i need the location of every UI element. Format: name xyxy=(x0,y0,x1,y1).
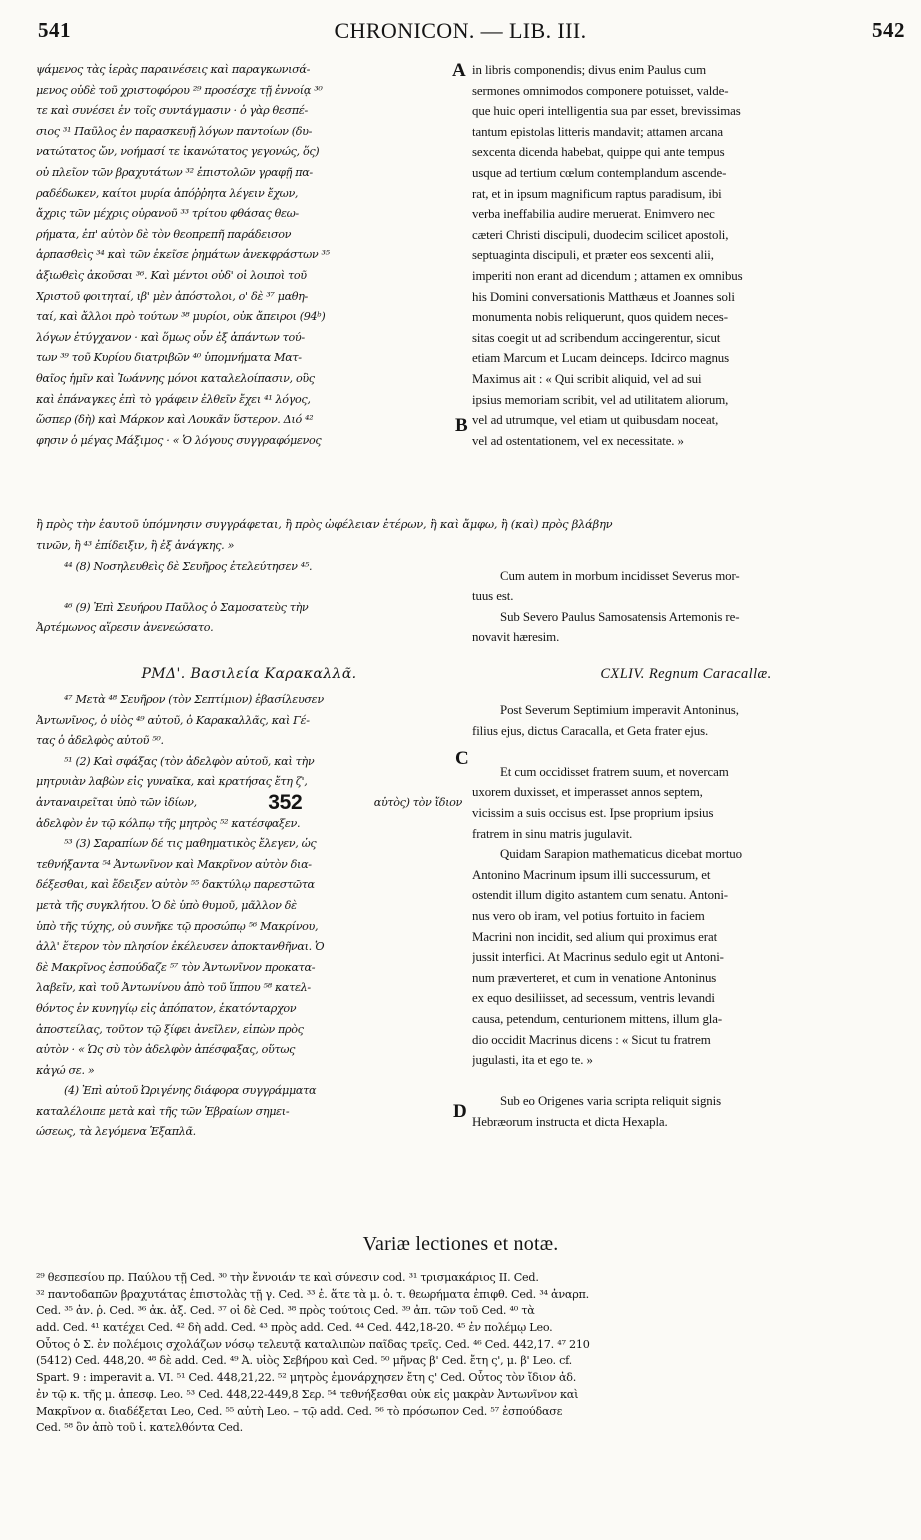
greek-line: μενος οὐδὲ τοῦ χριστοφόρου ²⁹ προσέσχε τῇ ἐννοίᾳ ³⁰ xyxy=(36,83,323,97)
latin-line: ostendit illum digito astantem cum senatu. Antoni- xyxy=(472,888,729,903)
greek-spanning-line: ἢ πρὸς τὴν ἑαυτοῦ ὑπόμνησιν συγγράφεται, ἢ πρὸς ὠφέλειαν ἑτέρων, ἢ καὶ ἄμφω, ἢ (καὶ) πρὸς βλάβην xyxy=(36,517,613,531)
greek-line: λόγων ἐτύγχανον · καὶ ὅμως οὖν ἐξ ἁπάντων τού- xyxy=(36,330,305,344)
latin-line: Cum autem in morbum incidisset Severus mor- xyxy=(500,568,740,583)
greek-line: σιος ³¹ Παῦλος ἐν παρασκευῇ λόγων παντοίων (δυ- xyxy=(36,124,313,138)
note-line: ³² παντοδαπῶν βραχυτάτας ἐπιστολὰς τῇ γ. Ced. ³³ ἐ. ἅτε τὰ μ. ὁ. τ. θεωρήματα ἐπιφθ. Ced. ³⁴ ἀναρπ. xyxy=(36,1287,589,1301)
greek-line: ὑπὸ τῆς τύχης, οὐ συνῆκε τῷ προσώπῳ ⁵⁶ Μακρίνου, xyxy=(36,919,319,933)
latin-line: sermones omnimodos componere potuisset, valde- xyxy=(472,83,729,98)
latin-line: num præverteret, et cum in venatione Antoninus xyxy=(472,970,717,985)
greek-line: ὥσπερ (δὴ) καὶ Μάρκον καὶ Λουκᾶν ὕστερον. Διό ⁴² xyxy=(36,413,314,427)
greek-line: ἀποστείλας, τοῦτον τῷ ξίφει ἀνεῖλεν, εἰπὼν πρὸς xyxy=(36,1022,304,1036)
greek-line: ⁴⁷ Μετὰ ⁴⁸ Σευῆρον (τὸν Σεπτίμιον) ἐβασίλευσεν xyxy=(64,693,324,706)
note-line: Spart. 9 : imperavit a. VI. ⁵¹ Ced. 448,21,22. ⁵² μητρὸς ἐμονάρχησεν ἔτη ς' Ced. Οὗτος τὸν ἴδιον ἀδ. xyxy=(36,1371,577,1385)
latin-line: Maximus ait : « Qui scribit aliquid, vel ad sui xyxy=(472,371,702,386)
margin-letter-c: C xyxy=(455,748,469,769)
latin-line: jussit interfici. At Macrinus sedulo egit ut Antoni- xyxy=(472,950,724,965)
latin-line: rat, et in ipsum magnificum raptus paradisum, ibi xyxy=(472,186,722,201)
greek-column-part-1 xyxy=(36,60,462,451)
greek-line: αὐτὸν · « Ὡς σὺ τὸν ἀδελφὸν ἀπέσφαξας, οὕτως xyxy=(36,1043,296,1057)
greek-line: ⁴⁶ (9) Ἐπὶ Σευήρου Παῦλος ὁ Σαμοσατεὺς τὴν xyxy=(64,600,309,614)
greek-line: μετὰ τῆς συγκλήτου. Ὁ δὲ ὑπὸ θυμοῦ, μᾶλλον δὲ xyxy=(36,898,297,912)
latin-line xyxy=(472,1071,900,1092)
latin-line: vel ad ostentationem, vel ex necessitate. » xyxy=(472,433,684,448)
page-number-left: 541 xyxy=(38,18,71,42)
note-line: Ced. ³⁵ ἀν. ῥ. Ced. ³⁶ ἀκ. ἀξ. Ced. ³⁷ οἱ δὲ Ced. ³⁸ πρὸς τούτοις Ced. ³⁹ ἀπ. τῶν τοῦ Ced. ⁴⁰ τὰ xyxy=(36,1304,535,1318)
latin-section-heading xyxy=(472,664,900,685)
greek-line: (4) Ἐπὶ αὐτοῦ Ὠριγένης διάφορα συγγράμματα xyxy=(64,1084,317,1098)
latin-line: imperiti non erant ad dicendum ; attamen ex omnibus xyxy=(472,268,743,283)
greek-section-heading xyxy=(36,664,462,685)
latin-line: uxorem duxisset, et imperasset annos septem, xyxy=(472,785,703,800)
note-line: Ced. ⁵⁸ ὃν ἀπὸ τοῦ ἱ. κατελθόντα Ced. xyxy=(36,1421,243,1435)
greek-line: θόντος ἐν κυνηγίῳ εἰς ἀπόπατον, ἑκατόνταρχον xyxy=(36,1001,297,1015)
greek-line-with-page-mark: ἀνταναιρεῖται ὑπὸ τῶν ἰδίων, 352 αὐτὸς) τὸν ἴδιον xyxy=(36,792,462,814)
page-number-right: 542 xyxy=(872,18,905,42)
greek-column-part-2 xyxy=(36,536,462,639)
greek-line: οὐ πλεῖον τῶν βραχυτάτων ³² ἐπιστολῶν γραφῇ πα- xyxy=(36,165,313,179)
latin-line: Sub eo Origenes varia scripta reliquit signis xyxy=(500,1094,722,1109)
margin-letter-a: A xyxy=(452,60,466,81)
margin-letter-b: B xyxy=(455,415,468,436)
latin-line: que huic operi intelligentia sua par esset, brevissimas xyxy=(472,104,741,119)
latin-line: Macrini non incidit, sed alium qui proximus erat xyxy=(472,929,718,944)
latin-line: filius ejus, dictus Caracalla, et Geta frater ejus. xyxy=(472,723,709,738)
greek-line: ταί, καὶ ἄλλοι πρὸ τούτων ³⁸ μυρίοι, οὐκ ἄπειροι (94ᵇ) xyxy=(36,310,326,324)
note-line: (5412) Ced. 448,20. ⁴⁸ δὲ add. Ced. ⁴⁹ Ἀ. υἱὸς Σεβήρου καὶ Ced. ⁵⁰ μῆνας β' Ced. ἔτη ς', μ. β' Leo. cf. xyxy=(36,1354,572,1368)
latin-line: sexcenta dicenda habebat, quippe qui ante tempus xyxy=(472,145,725,160)
latin-line: his Domini conversationis Matthæus et Joannes soli xyxy=(472,289,735,304)
latin-line: ipsius memoriam scribit, vel ad utilitatem aliorum, xyxy=(472,392,729,407)
latin-line: etiam Marcum et Lucam deinceps. Idcirco magnus xyxy=(472,351,730,366)
note-line: ²⁹ θεσπεσίου πρ. Παύλου τῇ Ced. ³⁰ τὴν ἔννοιάν τε καὶ σύνεσιν cod. ³¹ τρισμακάριος II. Ced. xyxy=(36,1271,539,1284)
greek-line: καταλέλοιπε μετὰ καὶ τῆς τῶν Ἑβραίων σημει- xyxy=(36,1104,290,1118)
latin-line: fratrem in sinu matris jugulavit. xyxy=(472,826,633,841)
greek-line: λαβεῖν, καὶ τοῦ Ἀντωνίνου ἀπὸ τοῦ ἵππου ⁵⁸ κατελ- xyxy=(36,981,311,995)
latin-line: in libris componendis; divus enim Paulus cum xyxy=(472,63,707,77)
latin-line: verba ineffabilia audire meruerat. Enimvero nec xyxy=(472,207,715,222)
greek-line: ἁρπασθεὶς ³⁴ καὶ τῶν ἐκεῖσε ῥημάτων ἀνεκφράστων ³⁵ xyxy=(36,248,330,262)
latin-line: septuaginta discipuli, et præter eos sexcenti alii, xyxy=(472,248,714,263)
latin-line: cæteri Christi discipuli, duodecim scilicet apostoli, xyxy=(472,227,729,242)
latin-line xyxy=(472,545,900,566)
greek-line: δέξεσθαι, καὶ ἔδειξεν αὐτὸν ⁵⁵ δακτύλῳ παρεστῶτα xyxy=(36,878,315,892)
latin-line: Hebræorum instructa et dicta Hexapla. xyxy=(472,1114,668,1129)
notes-title: Variæ lectiones et notæ. xyxy=(362,1233,559,1255)
latin-line: Et cum occidisset fratrem suum, et novercam xyxy=(500,764,729,779)
greek-line: ἀδελφὸν ἐν τῷ κόλπῳ τῆς μητρὸς ⁵² κατέσφαξεν. xyxy=(36,816,301,830)
greek-line: τινῶν, ἢ ⁴³ ἐπίδειξιν, ἢ ἐξ ἀνάγκης. » xyxy=(36,539,235,552)
note-line: Μακρῖνον α. διαδέξεται Leo, Ced. ⁵⁵ αὐτὴ Leo. – τῷ add. Ced. ⁵⁶ τὸ πρόσωπον Ced. ⁵⁷ ἐσπούδασε xyxy=(36,1404,563,1418)
latin-column-part-2 xyxy=(472,545,900,648)
note-line: Οὗτος ὁ Σ. ἐν πολέμοις σχολάζων νόσῳ τελευτᾷ καταλιπὼν παῖδας τρεῖς. Ced. ⁴⁶ Ced. 442,17. ⁴⁷ 210 xyxy=(36,1337,590,1351)
greek-line: ἀλλ' ἕτερον τὸν πλησίον ἐκέλευσεν ἀποκτανθῆναι. Ὁ xyxy=(36,940,325,954)
greek-line: Ἀρτέμωνος αἵρεσιν ἀνενεώσατο. xyxy=(36,621,214,635)
latin-line: monumenta nobis reliquerunt, quos quidem neces- xyxy=(472,310,728,325)
latin-column-part-3 xyxy=(472,700,900,1132)
greek-line: τας ὁ ἀδελφὸς αὐτοῦ ⁵⁰. xyxy=(36,734,164,748)
latin-line: Post Severum Septimium imperavit Antoninus, xyxy=(500,703,739,717)
greek-line: ἄχρις τῶν μέχρις οὐρανοῦ ³³ τρίτου φθάσας θεω- xyxy=(36,207,299,221)
greek-line: ⁵³ (3) Σαραπίων δέ τις μαθηματικὸς ἔλεγεν, ὡς xyxy=(64,837,317,851)
greek-line: μητρυιὰν λαβὼν εἰς γυναῖκα, καὶ κρατήσας ἔτη ζ', xyxy=(36,775,308,789)
greek-column-part-3 xyxy=(36,690,462,1143)
latin-line: usque ad tertium cœlum contemplandum ascende- xyxy=(472,165,727,180)
greek-line: νατώτατος ὤν, νοήμασί τε ἱκανώτατος γεγονώς, ὅς) xyxy=(36,145,320,159)
latin-line: tuus est. xyxy=(472,589,514,604)
note-line: add. Ced. ⁴¹ κατέχει Ced. ⁴² δὴ add. Ced. ⁴³ πρὸς add. Ced. ⁴⁴ Ced. 442,18-20. ⁴⁵ ἐν πολέμῳ Leo. xyxy=(36,1321,553,1335)
greek-line: θαῖος ἡμῖν καὶ Ἰωάννης μόνοι καταλελοίπασιν, οὓς xyxy=(36,371,315,385)
greek-line: ώσεως, τὰ λεγόμενα Ἑξαπλᾶ. xyxy=(36,1125,196,1139)
running-title: CHRONICON. — LIB. III. xyxy=(334,18,587,43)
latin-line: dio occidit Macrinus dicens : « Sicut tu fratrem xyxy=(472,1032,711,1047)
greek-heading-text: ΡΜΔ'. Βασιλεία Καρακαλλᾶ. xyxy=(141,666,357,682)
greek-line: ⁴⁴ (8) Νοσηλευθεὶς δὲ Σευῆρος ἐτελεύτησεν ⁴⁵. xyxy=(64,559,313,573)
greek-line: ρήματα, ἐπ' αὐτὸν δὲ τὸν θεοπρεπῆ παράδεισον xyxy=(36,227,292,241)
latin-line: nus vero ob iram, vel potius fortuito in faciem xyxy=(472,908,705,923)
latin-column-part-1 xyxy=(472,60,900,451)
greek-line: τεθνήξαντα ⁵⁴ Ἀντωνῖνον καὶ Μακρῖνον αὐτὸν δια- xyxy=(36,857,312,871)
greek-line: δὲ Μακρῖνος ἐσπούδαζε ⁵⁷ τὸν Ἀντωνῖνον προκατα- xyxy=(36,960,316,974)
latin-line: Sub Severo Paulus Samosatensis Artemonis re- xyxy=(500,609,740,624)
latin-line: tantum epistolas litteris mandavit; attamen arcana xyxy=(472,124,723,139)
latin-line: Quidam Sarapion mathematicus dicebat mortuo xyxy=(500,847,742,862)
greek-line: ⁵¹ (2) Καὶ σφάξας (τὸν ἀδελφὸν αὐτοῦ, καὶ τὴν xyxy=(64,754,315,768)
critical-apparatus xyxy=(36,1270,898,1437)
greek-line xyxy=(36,577,462,598)
latin-line: vel ad utrumque, vel etiam ut quibusdam noceat, xyxy=(472,413,719,428)
latin-line xyxy=(472,741,900,762)
note-line: ἐν τῷ κ. τῆς μ. ἀπεσφ. Leo. ⁵³ Ced. 448,22-449,8 Σερ. ⁵⁴ τεθνήξεσθαι οὐκ εἰς μακρὰν Ἀντωνῖνον καὶ xyxy=(36,1387,579,1401)
latin-line: ex equo desiliisset, ad secessum, ventris levandi xyxy=(472,991,715,1006)
greek-line: Ἀντωνῖνος, ὁ υἱὸς ⁴⁹ αὐτοῦ, ὁ Καρακαλλᾶς, καὶ Γέ- xyxy=(36,713,310,727)
greek-line: ραδέδωκεν, καίτοι μυρία ἀπόῤῥητα λέγειν ἔχων, xyxy=(36,186,299,200)
latin-line: novavit hæresim. xyxy=(472,630,560,645)
greek-line: ψάμενος τὰς ἱερὰς παραινέσεις καὶ παραγκωνισά- xyxy=(36,63,311,76)
latin-line: Antonino Macrinum ipsum illi successurum, et xyxy=(472,867,711,882)
greek-line: φησιν ὁ μέγας Μάξιμος · « Ὁ λόγους συγγραφόμενος xyxy=(36,433,322,447)
original-page-number: 352 xyxy=(268,792,303,814)
greek-line: τε καὶ συνέσει ἐν τοῖς συντάγμασιν · ὁ γὰρ θεσπέ- xyxy=(36,104,308,118)
greek-line: των ³⁹ τοῦ Κυρίου διατριβῶν ⁴⁰ ὑπομνήματα Ματ- xyxy=(36,351,302,365)
margin-letter-d: D xyxy=(453,1101,467,1122)
latin-line: sitas coegit ut ad scribendum accingerentur, sicut xyxy=(472,330,721,345)
latin-line: jugulasti, ita et ego te. » xyxy=(472,1053,593,1068)
greek-line: Χριστοῦ φοιτηταί, ιβ' μὲν ἀπόστολοι, ο' δὲ ³⁷ μαθη- xyxy=(36,289,308,303)
greek-line: κἀγώ σε. » xyxy=(36,1063,95,1077)
greek-line: ἀξιωθεὶς ἀκοῦσαι ³⁶. Καὶ μέντοι οὐδ' οἱ λοιποὶ τοῦ xyxy=(36,268,307,282)
latin-line: causa, petendum, centurionem mittens, illum gla- xyxy=(472,1011,723,1026)
latin-heading-text: CXLIV. Regnum Caracallæ. xyxy=(600,666,772,682)
greek-line: καὶ ἐπάναγκες ἐπὶ τὸ γράφειν ἐλθεῖν ἔχει ⁴¹ λόγος, xyxy=(36,392,311,406)
latin-line: vicissim a suis occisus est. Ipse proprium ipsius xyxy=(472,805,714,820)
